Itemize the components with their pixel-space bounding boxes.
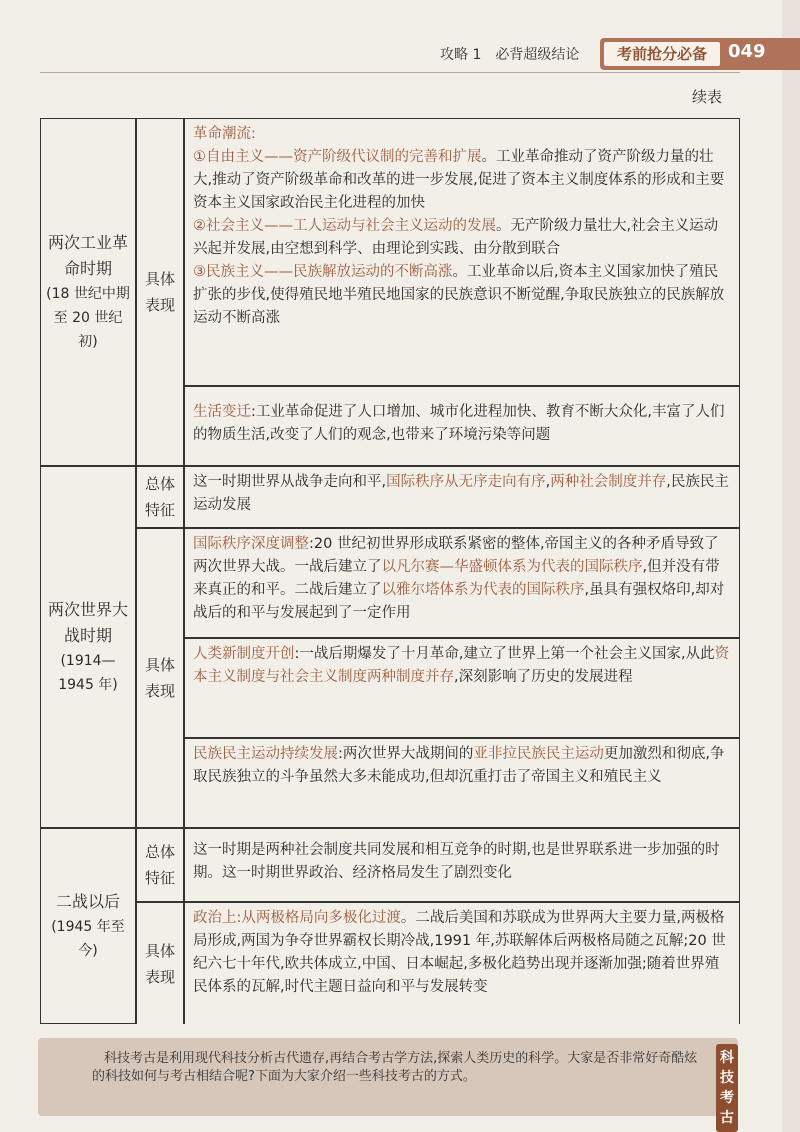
content-cell-life [184, 386, 740, 466]
page-edge [782, 0, 800, 1132]
text-run: :一战后期爆发了十月革命,建立了世界上第一个社会主义国家,从此 [294, 646, 715, 662]
item-text: 。工业革命以后,资本主义国家加快了殖民扩张的步伐,使得殖民地半殖民地国家的民族意识不断觉醒,争取民族独立的民族解放运动不断高涨 [193, 264, 725, 326]
item-title: ③民族主义——民族解放运动的不断高涨 [193, 264, 453, 280]
text-run: 这一时期世界从战争走向和平, [193, 474, 387, 490]
subsection-title: 民族民主运动持续发展 [193, 746, 338, 762]
text-run: :两次世界大战期间的 [338, 746, 474, 762]
period-dates: (18 世纪中期至 20 世纪初) [46, 286, 130, 350]
content-cell-revolution [184, 118, 740, 386]
subsection-title: 政治上: [193, 910, 242, 926]
revolution-heading: 革命潮流: [193, 126, 256, 142]
header-divider [40, 72, 740, 73]
period-cell-postwar [40, 828, 136, 1024]
highlight-run: 以雅尔塔体系为代表的国际秩序 [381, 582, 585, 598]
period-name: 二战以后 [55, 892, 120, 911]
content-cell-postwar-politics [184, 902, 740, 1024]
highlight-run: 亚非拉民族民主运动 [473, 746, 604, 762]
category-cell [136, 118, 184, 466]
header-badge [600, 38, 800, 70]
category-cell [136, 828, 184, 902]
highlight-run: 两种社会制度并存 [550, 474, 667, 490]
page-number: 049 [728, 41, 766, 62]
content-cell-wars-national [184, 738, 740, 828]
period-cell-industrial [40, 118, 136, 466]
highlight-run: 以凡尔赛—华盛顿体系为代表的国际秩序 [381, 559, 643, 575]
category-cell [136, 528, 184, 828]
footer-note [38, 1038, 738, 1126]
highlight-run: 资本主义制度与社会主义制度两种制度并存 [193, 646, 730, 685]
text-run: ,深刻影响了历史的发展进程 [454, 669, 633, 685]
period-dates: (1945 年至今) [51, 919, 125, 959]
life-title: 生活变迁 [193, 404, 251, 420]
content-cell-wars-overall [184, 466, 740, 528]
period-name: 两次工业革命时期 [47, 233, 128, 278]
subsection-title: 国际秩序深度调整 [193, 536, 309, 552]
subsection-title: 人类新制度开创 [193, 646, 295, 662]
text-run: ,虽具有强权烙印,却对战后的和平与发展起到了一定作用 [193, 582, 725, 621]
highlight-run: 国际秩序从无序走向有序 [386, 474, 546, 490]
period-name: 两次世界大战时期 [47, 600, 128, 645]
category-cell [136, 466, 184, 528]
period-cell-wars [40, 466, 136, 828]
category-cell [136, 902, 184, 1024]
item-title: ①自由主义——资产阶级代议制的完善和扩展 [193, 149, 482, 165]
badge-label: 考前抢分必备 [604, 42, 720, 66]
text-run: 这一时期是两种社会制度共同发展和相互竞争的时期,也是世界联系进一步加强的时期。这一时期世界政治、经济格局发生了剧烈变化 [193, 842, 720, 881]
category-label: 总体特征 [144, 843, 175, 887]
text-run: 更加激烈和彻底,争取民族独立的斗争虽然大多未能成功,但却沉重打击了帝国主义和殖民主义 [193, 746, 725, 785]
footer-text: 科技考古是利用现代科技分析古代遗存,再结合考古学方法,探索人类历史的科学。大家是否非常好奇酷炫的科技如何与考古相结合呢?下面为大家介绍一些科技考古的方式。 [92, 1051, 698, 1084]
content-cell-postwar-overall [184, 828, 740, 902]
continued-label: 续表 [692, 88, 723, 106]
text-run: , [545, 474, 551, 490]
text-run: ,但并没有带来真正的和平。二战后建立了 [193, 559, 720, 598]
footer-tag: 科技考古 [716, 1044, 738, 1132]
content-cell-wars-system [184, 638, 740, 738]
text-run: ,民族民主运动发展 [193, 474, 729, 513]
life-text: :工业革命促进了人口增加、城市化进程加快、教育不断大众化,丰富了人们的物质生活,改变了人们的观念,也带来了环境污染等问题 [193, 404, 725, 443]
category-label: 总体特征 [144, 475, 175, 519]
category-label: 具体表现 [144, 941, 175, 986]
category-label: 具体表现 [144, 656, 175, 700]
item-title: ②社会主义——工人运动与社会主义运动的发展 [193, 218, 496, 234]
item-text: 。工业革命推动了资产阶级力量的壮大,推动了资产阶级革命和改革的进一步发展,促进了资本主义制度体系的形成和主要资本主义国家政治民主化进程的加快 [193, 149, 725, 211]
period-dates: (1914—1945 年) [58, 653, 118, 693]
text-run: :20 世纪初世界形成联系紧密的整体,帝国主义的各种矛盾导致了两次世界大战。一战后建立了 [193, 536, 719, 575]
item-text: 。无产阶级力量壮大,社会主义运动兴起并发展,由空想到科学、由理论到实践、由分散到联合 [193, 218, 719, 257]
category-label: 具体表现 [144, 270, 175, 314]
section-label: 攻略 1 [440, 47, 482, 63]
content-cell-wars-order [184, 528, 740, 638]
running-header [440, 44, 579, 64]
section-subtitle: 必背超级结论 [495, 47, 580, 63]
text-run: 。二战后美国和苏联成为世界两大主要力量,两极格局形成,两国为争夺世界霸权长期冷战,1991 年,苏联解体后两极格局随之瓦解;20 世纪六七十年代,欧共体成立,中国、日本崛起,多极化趋势出现并逐渐加强;随着世界殖民体系的瓦解,时代主题日益向和平与发展转变 [193, 910, 726, 995]
highlight-run: 从两极格局向多极化过渡 [241, 910, 401, 926]
